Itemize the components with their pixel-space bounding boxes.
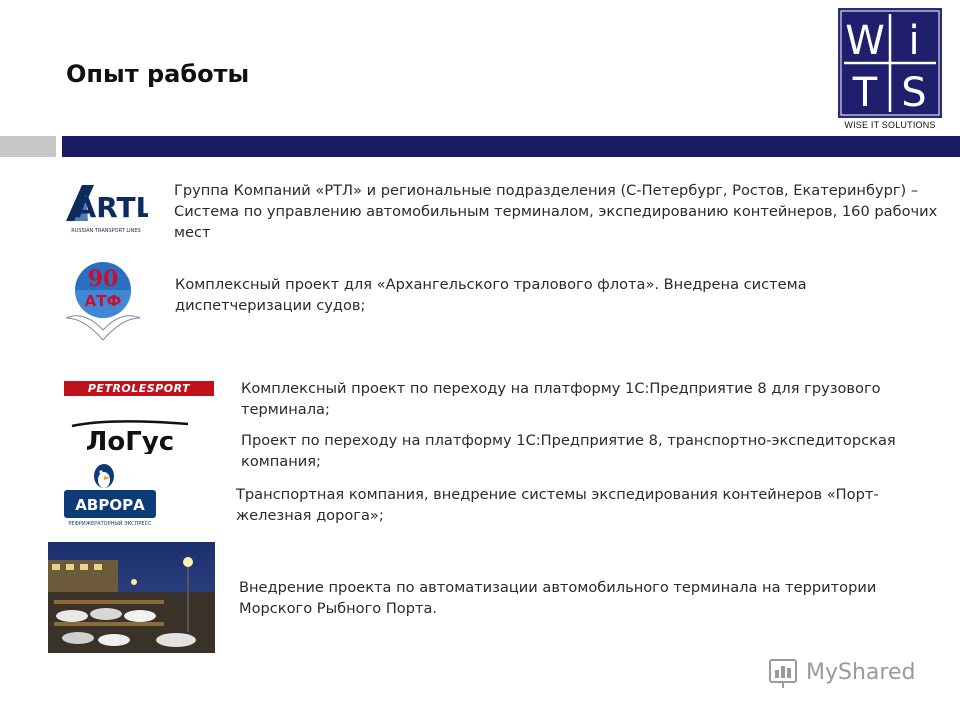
item-text-logus: Проект по переходу на платформу 1С:Предприятие 8, транспортно-экспедиторская компания; bbox=[241, 432, 896, 470]
avrora-logo bbox=[64, 462, 156, 528]
avrora-logo-subtext: РЕФРИЖЕРАТОРНЫЙ ЭКСПРЕСС bbox=[68, 521, 152, 527]
item-text-atf: Комплексный проект для «Архангельского тралового флота». Внедрена система диспетчеризации судов; bbox=[175, 276, 807, 314]
wits-logo-caption: WISE IT SOLUTIONS bbox=[844, 120, 936, 130]
petrolesport-logo bbox=[64, 381, 214, 396]
wits-letter-s: S bbox=[901, 70, 927, 116]
wits-letter-i: i bbox=[908, 18, 920, 64]
header-bar-navy bbox=[62, 136, 960, 157]
logus-logo bbox=[70, 420, 192, 454]
wits-logo bbox=[838, 8, 942, 128]
petrolesport-logo-text: PETROLESPORT bbox=[87, 382, 191, 395]
avrora-logo-text: АВРОРА bbox=[75, 496, 145, 514]
atf-logo-text: АТФ bbox=[84, 292, 122, 310]
item-text-terminal: Внедрение проекта по автоматизации автомобильного терминала на территории Морского Рыбного Порта. bbox=[239, 579, 877, 617]
atf-logo-number: 90 bbox=[87, 266, 119, 292]
wits-letter-t: T bbox=[852, 70, 878, 116]
myshared-text: MyShared bbox=[806, 660, 916, 685]
item-text-rtl: Группа Компаний «РТЛ» и региональные подразделения (С-Петербург, Ростов, Екатеринбург) – Система по управлению автомобильным терминалом, экспедированию контейнеров, 160 рабочих мест bbox=[174, 182, 938, 241]
myshared-watermark bbox=[768, 656, 928, 692]
artl-logo-text: ARTL bbox=[74, 191, 148, 224]
item-text-avrora: Транспортная компания, внедрение системы экспедирования контейнеров «Порт-железная дорога»; bbox=[236, 486, 879, 524]
artl-logo-subtext: RUSSIAN TRANSPORT LINES bbox=[71, 228, 141, 234]
item-text-petrolesport: Комплексный проект по переходу на платформу 1С:Предприятие 8 для грузового терминала; bbox=[241, 380, 881, 418]
header-bar-gray bbox=[0, 136, 56, 157]
page-title: Опыт работы bbox=[66, 60, 250, 88]
logus-logo-text: ЛоГус bbox=[85, 427, 175, 454]
terminal-photo bbox=[48, 542, 215, 653]
wits-logo-mark bbox=[838, 8, 942, 118]
wits-letter-w: W bbox=[845, 18, 885, 64]
artl-logo bbox=[64, 181, 148, 235]
myshared-icon bbox=[768, 656, 802, 690]
atf-logo bbox=[62, 258, 144, 344]
